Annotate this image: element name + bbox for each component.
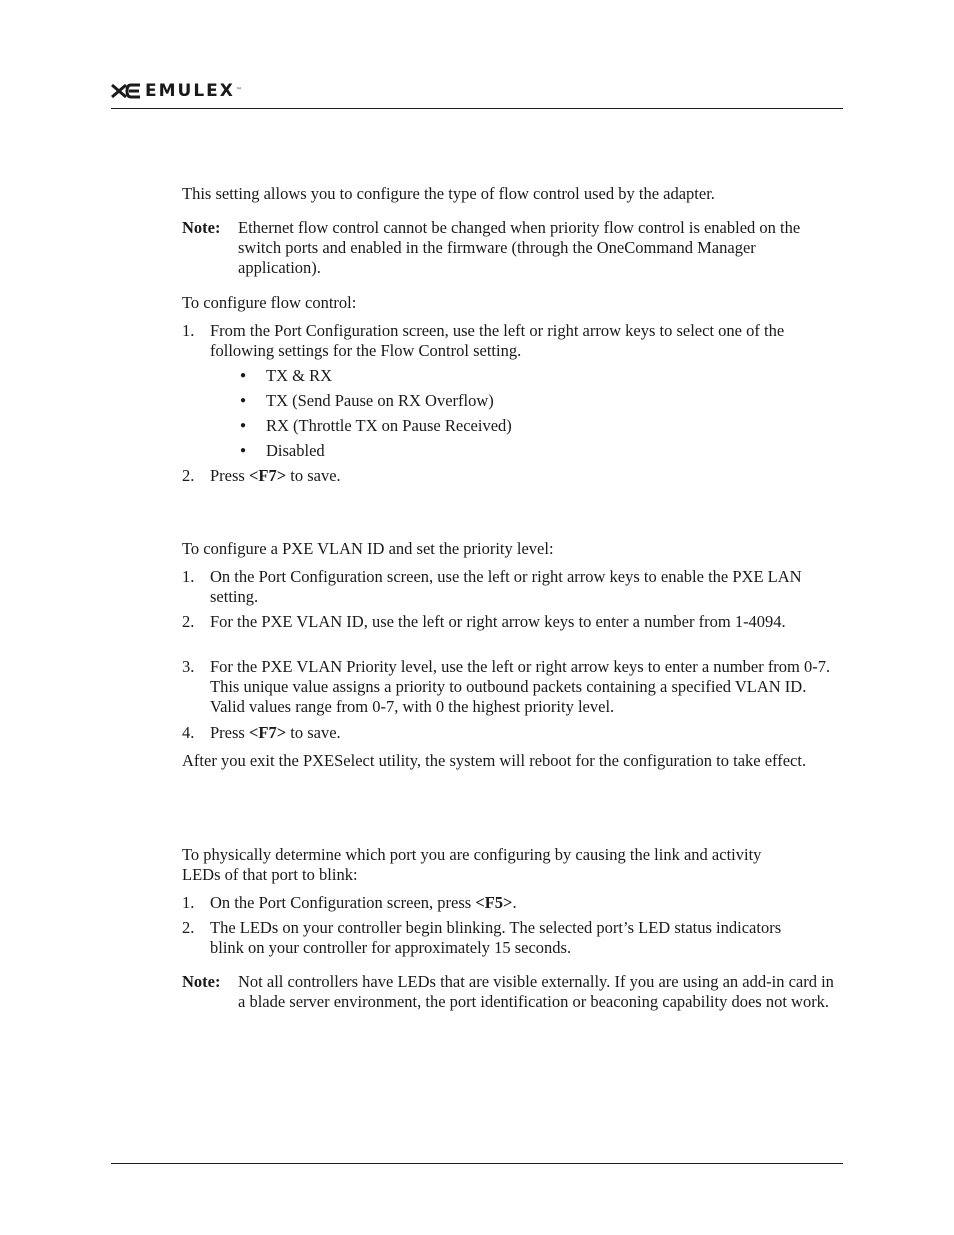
flow-control-step-2: Press <F7> to save.	[210, 466, 341, 485]
step-number: 2.	[182, 612, 195, 631]
pxe-vlan-step-3: For the PXE VLAN Priority level, use the left or right arrow keys to enter a number from 0-7. This unique value assigns a priority to outbound packets containing a specified VLAN ID. Valid values range from 0-7, with 0 the highest priority level.	[210, 657, 831, 716]
option-item: TX & RX	[266, 366, 332, 385]
beacon-lead: To physically determine which port you are configuring by causing the link and activity LEDs of that port to blink:	[182, 845, 762, 884]
pxe-vlan-lead: To configure a PXE VLAN ID and set the priority level:	[182, 539, 554, 558]
beacon-step-2: The LEDs on your controller begin blinking. The selected port’s LED status indicators blink on your controller for approximately 15 seconds.	[210, 918, 782, 957]
bullet-icon: ●	[240, 395, 247, 406]
option-item: Disabled	[266, 441, 325, 460]
emulex-logo	[111, 80, 242, 102]
bullet-icon: ●	[240, 370, 247, 381]
key-label: <F5>	[475, 893, 513, 912]
pxe-vlan-after: After you exit the PXESelect utility, the system will reboot for the configuration to take effect.	[182, 751, 807, 770]
bullet-icon: ●	[240, 445, 247, 456]
flow-control-step-1: From the Port Configuration screen, use the left or right arrow keys to select one of the following settings for the Flow Control setting.	[210, 321, 785, 360]
step-number: 1.	[182, 321, 195, 340]
step-number: 3.	[182, 657, 195, 676]
header-rule	[111, 108, 843, 109]
brand-name: EMULEX	[145, 81, 235, 101]
key-label: <F7>	[248, 466, 287, 485]
note-label: Note:	[182, 218, 221, 237]
pxe-vlan-step-2: For the PXE VLAN ID, use the left or right arrow keys to enter a number from 1-4094.	[210, 612, 786, 631]
pxe-vlan-step-4: Press <F7> to save.	[210, 723, 341, 742]
note-label: Note:	[182, 972, 221, 991]
footer-rule	[111, 1163, 843, 1164]
beacon-step-1: On the Port Configuration screen, press <F5>.	[210, 893, 517, 912]
flow-control-note: Ethernet flow control cannot be changed when priority flow control is enabled on the switch ports and enabled in the firmware (through the OneCommand Manager application).	[238, 218, 801, 277]
step-number: 1.	[182, 567, 195, 586]
pxe-vlan-step-1: On the Port Configuration screen, use the left or right arrow keys to enable the PXE LAN setting.	[210, 567, 802, 606]
trademark-mark: ™	[235, 87, 242, 94]
step-number: 2.	[182, 466, 195, 485]
option-item: TX (Send Pause on RX Overflow)	[266, 391, 494, 410]
flow-control-lead: To configure flow control:	[182, 293, 357, 312]
bullet-icon: ●	[240, 420, 247, 431]
step-number: 2.	[182, 918, 195, 937]
flow-control-intro: This setting allows you to configure the type of flow control used by the adapter.	[182, 184, 715, 203]
step-number: 4.	[182, 723, 195, 742]
beacon-note: Not all controllers have LEDs that are visible externally. If you are using an add-in card in a blade server environment, the port identification or beaconing capability does not work.	[238, 972, 834, 1011]
option-item: RX (Throttle TX on Pause Received)	[266, 416, 512, 435]
key-label: <F7>	[248, 723, 287, 742]
emulex-logo-icon	[111, 83, 141, 99]
step-number: 1.	[182, 893, 195, 912]
